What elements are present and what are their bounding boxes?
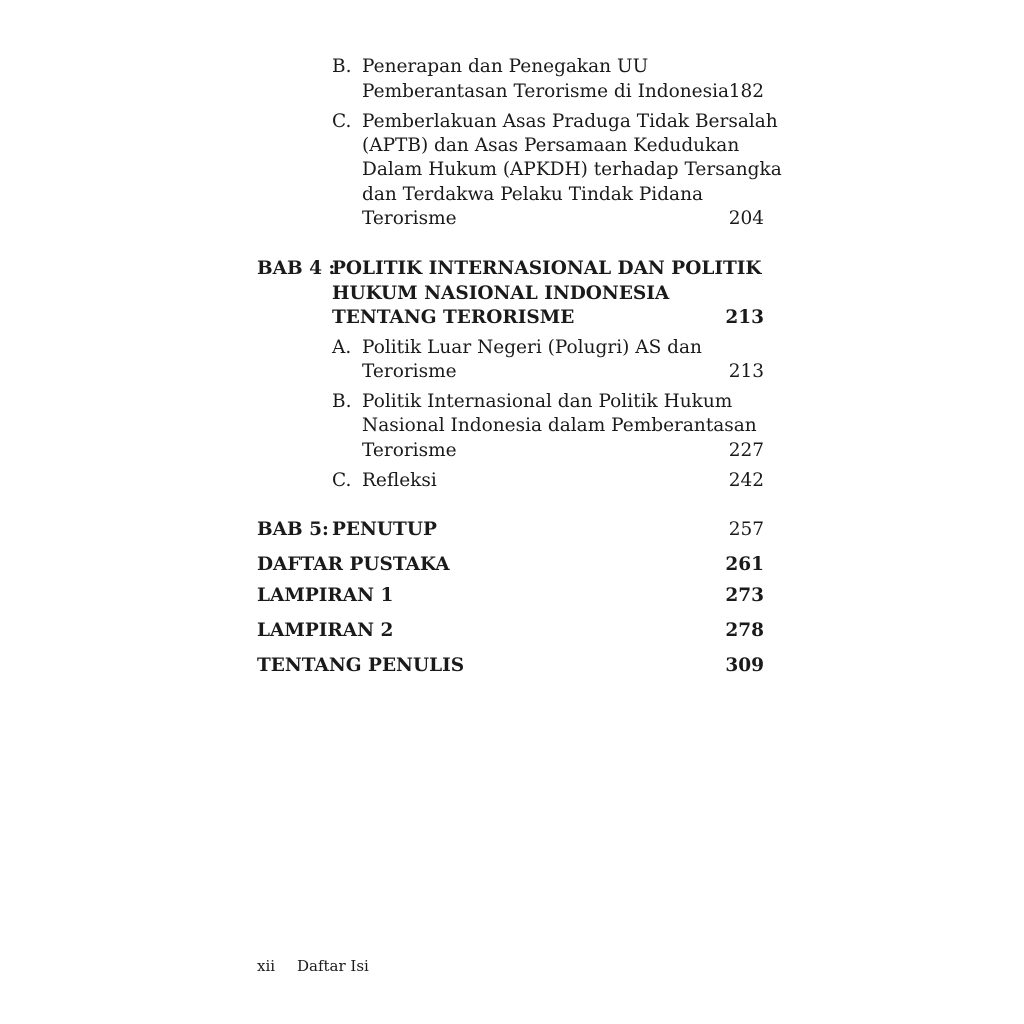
chapter-title: PENUTUP — [332, 519, 437, 540]
back-matter-title: LAMPIRAN 1 — [257, 585, 394, 606]
chapter-title-line: HUKUM NASIONAL INDONESIA — [332, 283, 670, 304]
entry-page-number: 227 — [728, 440, 764, 461]
entry-text-line: Refleksi — [362, 470, 437, 491]
entry-text-line: (APTB) dan Asas Persamaan Kedudukan — [362, 135, 740, 156]
entry-text-line: Pemberantasan Terorisme di Indonesia — [362, 81, 730, 102]
back-matter-page-number: 278 — [725, 620, 764, 641]
entry-page-number: 204 — [728, 208, 764, 229]
entry-text-line: Nasional Indonesia dalam Pemberantasan — [362, 415, 757, 436]
entry-letter: B. — [332, 391, 352, 412]
chapter-page-number: 213 — [725, 307, 764, 328]
chapter-title-line: TENTANG TERORISME — [332, 307, 575, 328]
entry-page-number: 213 — [728, 361, 764, 382]
entry-letter: B. — [332, 56, 352, 77]
entry-letter: C. — [332, 470, 352, 491]
footer-page-number: xii — [257, 957, 276, 975]
entry-letter: C. — [332, 111, 352, 132]
entry-text-line: dan Terdakwa Pelaku Tindak Pidana — [362, 184, 704, 205]
entry-text-line: Terorisme — [362, 440, 457, 461]
back-matter-title: DAFTAR PUSTAKA — [257, 554, 450, 575]
chapter-label: BAB 4 : — [257, 258, 336, 279]
entry-text-line: Politik Luar Negeri (Polugri) AS dan — [362, 337, 702, 358]
entry-letter: A. — [332, 337, 352, 358]
entry-page-number: 182 — [728, 81, 764, 102]
entry-page-number: 242 — [728, 470, 764, 491]
footer-label: Daftar Isi — [297, 957, 369, 975]
entry-text-line: Politik Internasional dan Politik Hukum — [362, 391, 733, 412]
chapter-label: BAB 5: — [257, 519, 329, 540]
back-matter-page-number: 261 — [725, 554, 764, 575]
entry-text-line: Pemberlakuan Asas Praduga Tidak Bersalah — [362, 111, 778, 132]
back-matter-title: TENTANG PENULIS — [257, 655, 465, 676]
chapter-title-line: POLITIK INTERNASIONAL DAN POLITIK — [332, 258, 762, 279]
back-matter-title: LAMPIRAN 2 — [257, 620, 394, 641]
back-matter-page-number: 309 — [725, 655, 764, 676]
entry-text-line: Terorisme — [362, 208, 457, 229]
back-matter-page-number: 273 — [725, 585, 764, 606]
entry-text-line: Dalam Hukum (APKDH) terhadap Tersangka — [362, 159, 782, 180]
entry-text-line: Terorisme — [362, 361, 457, 382]
entry-text-line: Penerapan dan Penegakan UU — [362, 56, 649, 77]
chapter-page-number: 257 — [728, 519, 764, 540]
